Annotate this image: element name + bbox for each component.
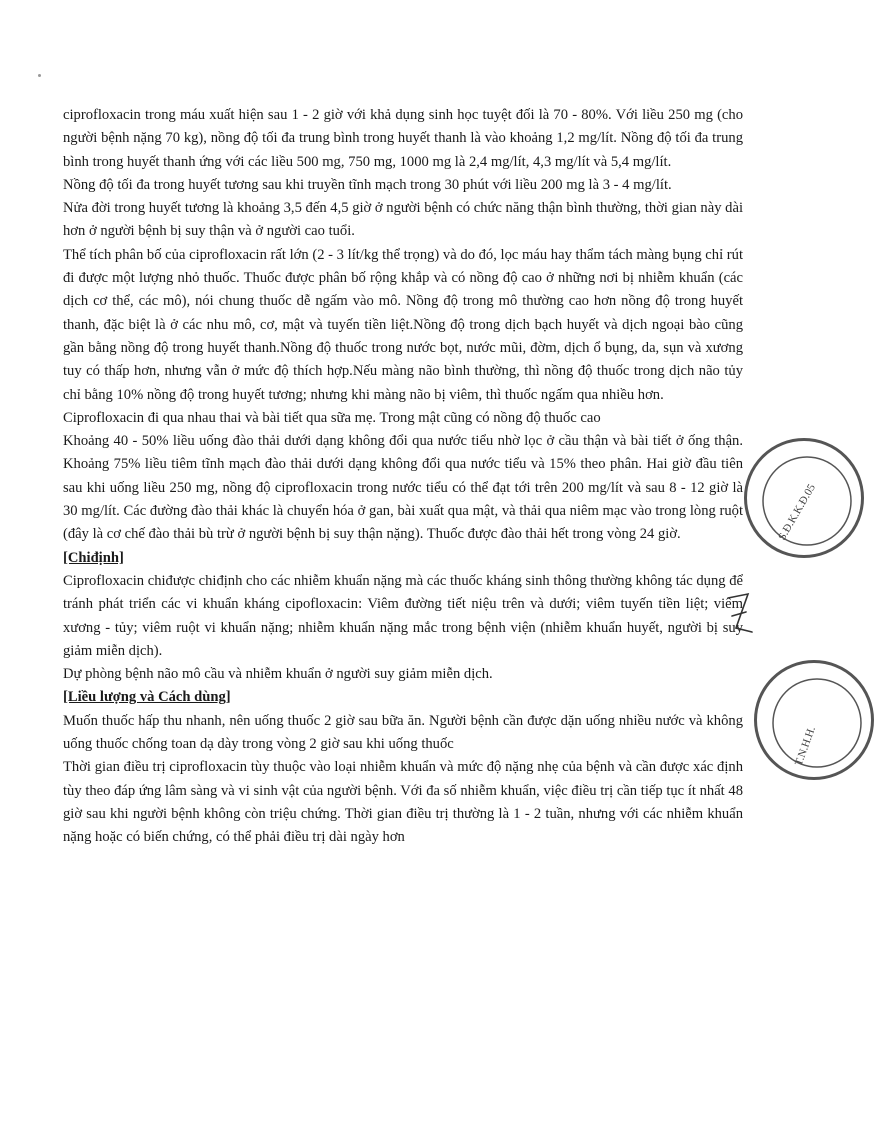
paragraph-elimination: Khoảng 40 - 50% liều uống đào thải dưới dạng không đổi qua nước tiểu nhờ lọc ở cầu thận và bài tiết ở ống thận. Khoảng 75% liều tiêm tĩnh mạch đào thải dưới dạng không đổi qua nước tiểu và 15% theo phân. Hai giờ đầu tiên sau khi uống liều 250 mg, nồng độ ciprofloxacin trong nước tiểu có thể đạt tới trên 200 mg/lít và sau 8 - 12 giờ là 30 mg/lít. Các đường đào thải khác là chuyển hóa ở gan, bài xuất qua mật, và thải qua niêm mạc vào trong lòng ruột (đây là cơ chế đào thải bù trừ ở người bệnh bị suy thận nặng). Thuốc được đào thải hết trong vòng 24 giờ.: [63, 433, 743, 543]
heading-dosage: [Liều lượng và Cách dùng]: [63, 689, 231, 706]
official-seal-top: [744, 438, 864, 558]
paragraph-indications: Ciprofloxacin chiđược chiđịnh cho các nhiễm khuẩn nặng mà các thuốc kháng sinh thông thường không tác dụng để tránh phát triển các vi khuẩn kháng cipofloxacin: Viêm đường tiết niệu trên và dưới; viêm tuyến tiền liệt; viêm xương - tủy; viêm ruột vi khuẩn nặng; nhiễm khuẩn nặng mắc trong bệnh viện (nhiễm khuẩn huyết, người bị suy giảm miễn dịch).: [63, 572, 743, 659]
official-seal-bottom: [754, 660, 874, 780]
paragraph-absorption: ciprofloxacin trong máu xuất hiện sau 1 - 2 giờ với khả dụng sinh học tuyệt đối là 70 - 80%. Với liều 250 mg (cho người bệnh nặng 70 kg), nồng độ tối đa trung bình trong huyết thanh là vào khoảng 1,2 mg/lít. Nồng độ tối đa trung bình trong huyết thanh ứng với các liều 500 mg, 750 mg, 1000 mg là 2,4 mg/lít, 4,3 mg/lít và 5,4 mg/lít.: [63, 107, 743, 170]
scan-speck: [38, 74, 41, 77]
document-body: [63, 104, 743, 850]
heading-dosage-line: [63, 686, 743, 709]
paragraph-distribution: Thể tích phân bố của ciprofloxacin rất lớn (2 - 3 lít/kg thể trọng) và do đó, lọc máu hay thẩm tách màng bụng chỉ rút đi được một lượng nhỏ thuốc. Thuốc được phân bố rộng khắp và có nồng độ cao ở những nơi bị nhiễm khuẩn (các dịch cơ thể, các mô), nói chung thuốc dễ ngấm vào mô. Nồng độ trong mô thường cao hơn nồng độ trong huyết thanh, đặc biệt là ở các nhu mô, cơ, mật và tuyến tiền liệt.Nồng độ trong dịch bạch huyết và dịch ngoại bào cũng gần bằng nồng độ trong huyết thanh.Nồng độ thuốc trong nước bọt, nước mũi, đờm, dịch ổ bụng, da, sụn và xương tuy có thấp hơn, nhưng vẫn ở mức độ thích hợp.Nếu màng não bình thường, thì nồng độ thuốc trong dịch não tủy chỉ bằng 10% nồng độ trong huyết tương; nhưng khi màng não bị viêm, thì thuốc ngấm qua nhiều hơn.: [63, 246, 743, 403]
seal-ring-icon: [757, 663, 877, 783]
paragraph-administration: Muốn thuốc hấp thu nhanh, nên uống thuốc 2 giờ sau bữa ăn. Người bệnh cần được dặn uống nhiều nước và không uống thuốc chống toan dạ dày trong vòng 2 giờ sau khi uống thuốc: [63, 712, 743, 753]
paragraph-placenta: Ciprofloxacin đi qua nhau thai và bài tiết qua sữa mẹ. Trong mật cũng có nồng độ thuốc cao: [63, 409, 601, 426]
heading-indications: [Chiđịnh]: [63, 549, 124, 566]
svg-text:T.N.H.H.: T.N.H.H.: [792, 724, 819, 768]
paragraph-half-life: Nửa đời trong huyết tương là khoảng 3,5 đến 4,5 giờ ở người bệnh có chức năng thận bình thường, thời gian này dài hơn ở người bệnh bị suy thận và ở người cao tuổi.: [63, 200, 743, 240]
heading-indications-line: [63, 547, 743, 570]
svg-text:S.Đ.K.K.Đ.05: S.Đ.K.K.Đ.05: [776, 482, 818, 543]
seal-ring-icon: [747, 441, 867, 561]
paragraph-treatment-duration: Thời gian điều trị ciprofloxacin tùy thuộc vào loại nhiễm khuẩn và mức độ nặng nhẹ của bệnh và cần được xác định tùy theo đáp ứng lâm sàng và vi sinh vật của người bệnh. Với đa số nhiễm khuẩn, việc điều trị cần tiếp tục ít nhất 48 giờ sau khi người bệnh không còn triệu chứng. Thời gian điều trị thường là 1 - 2 tuần, nhưng với các nhiễm khuẩn nặng hoặc có biến chứng, có thể phải điều trị dài ngày hơn: [63, 759, 743, 846]
paragraph-peak-plasma: Nồng độ tối đa trong huyết tương sau khi truyền tĩnh mạch trong 30 phút với liều 200 mg là 3 - 4 mg/lít.: [63, 176, 672, 193]
paragraph-prophylaxis: Dự phòng bệnh não mô cầu và nhiễm khuẩn ở người suy giảm miễn dịch.: [63, 666, 493, 683]
handwritten-signature: [722, 588, 762, 648]
